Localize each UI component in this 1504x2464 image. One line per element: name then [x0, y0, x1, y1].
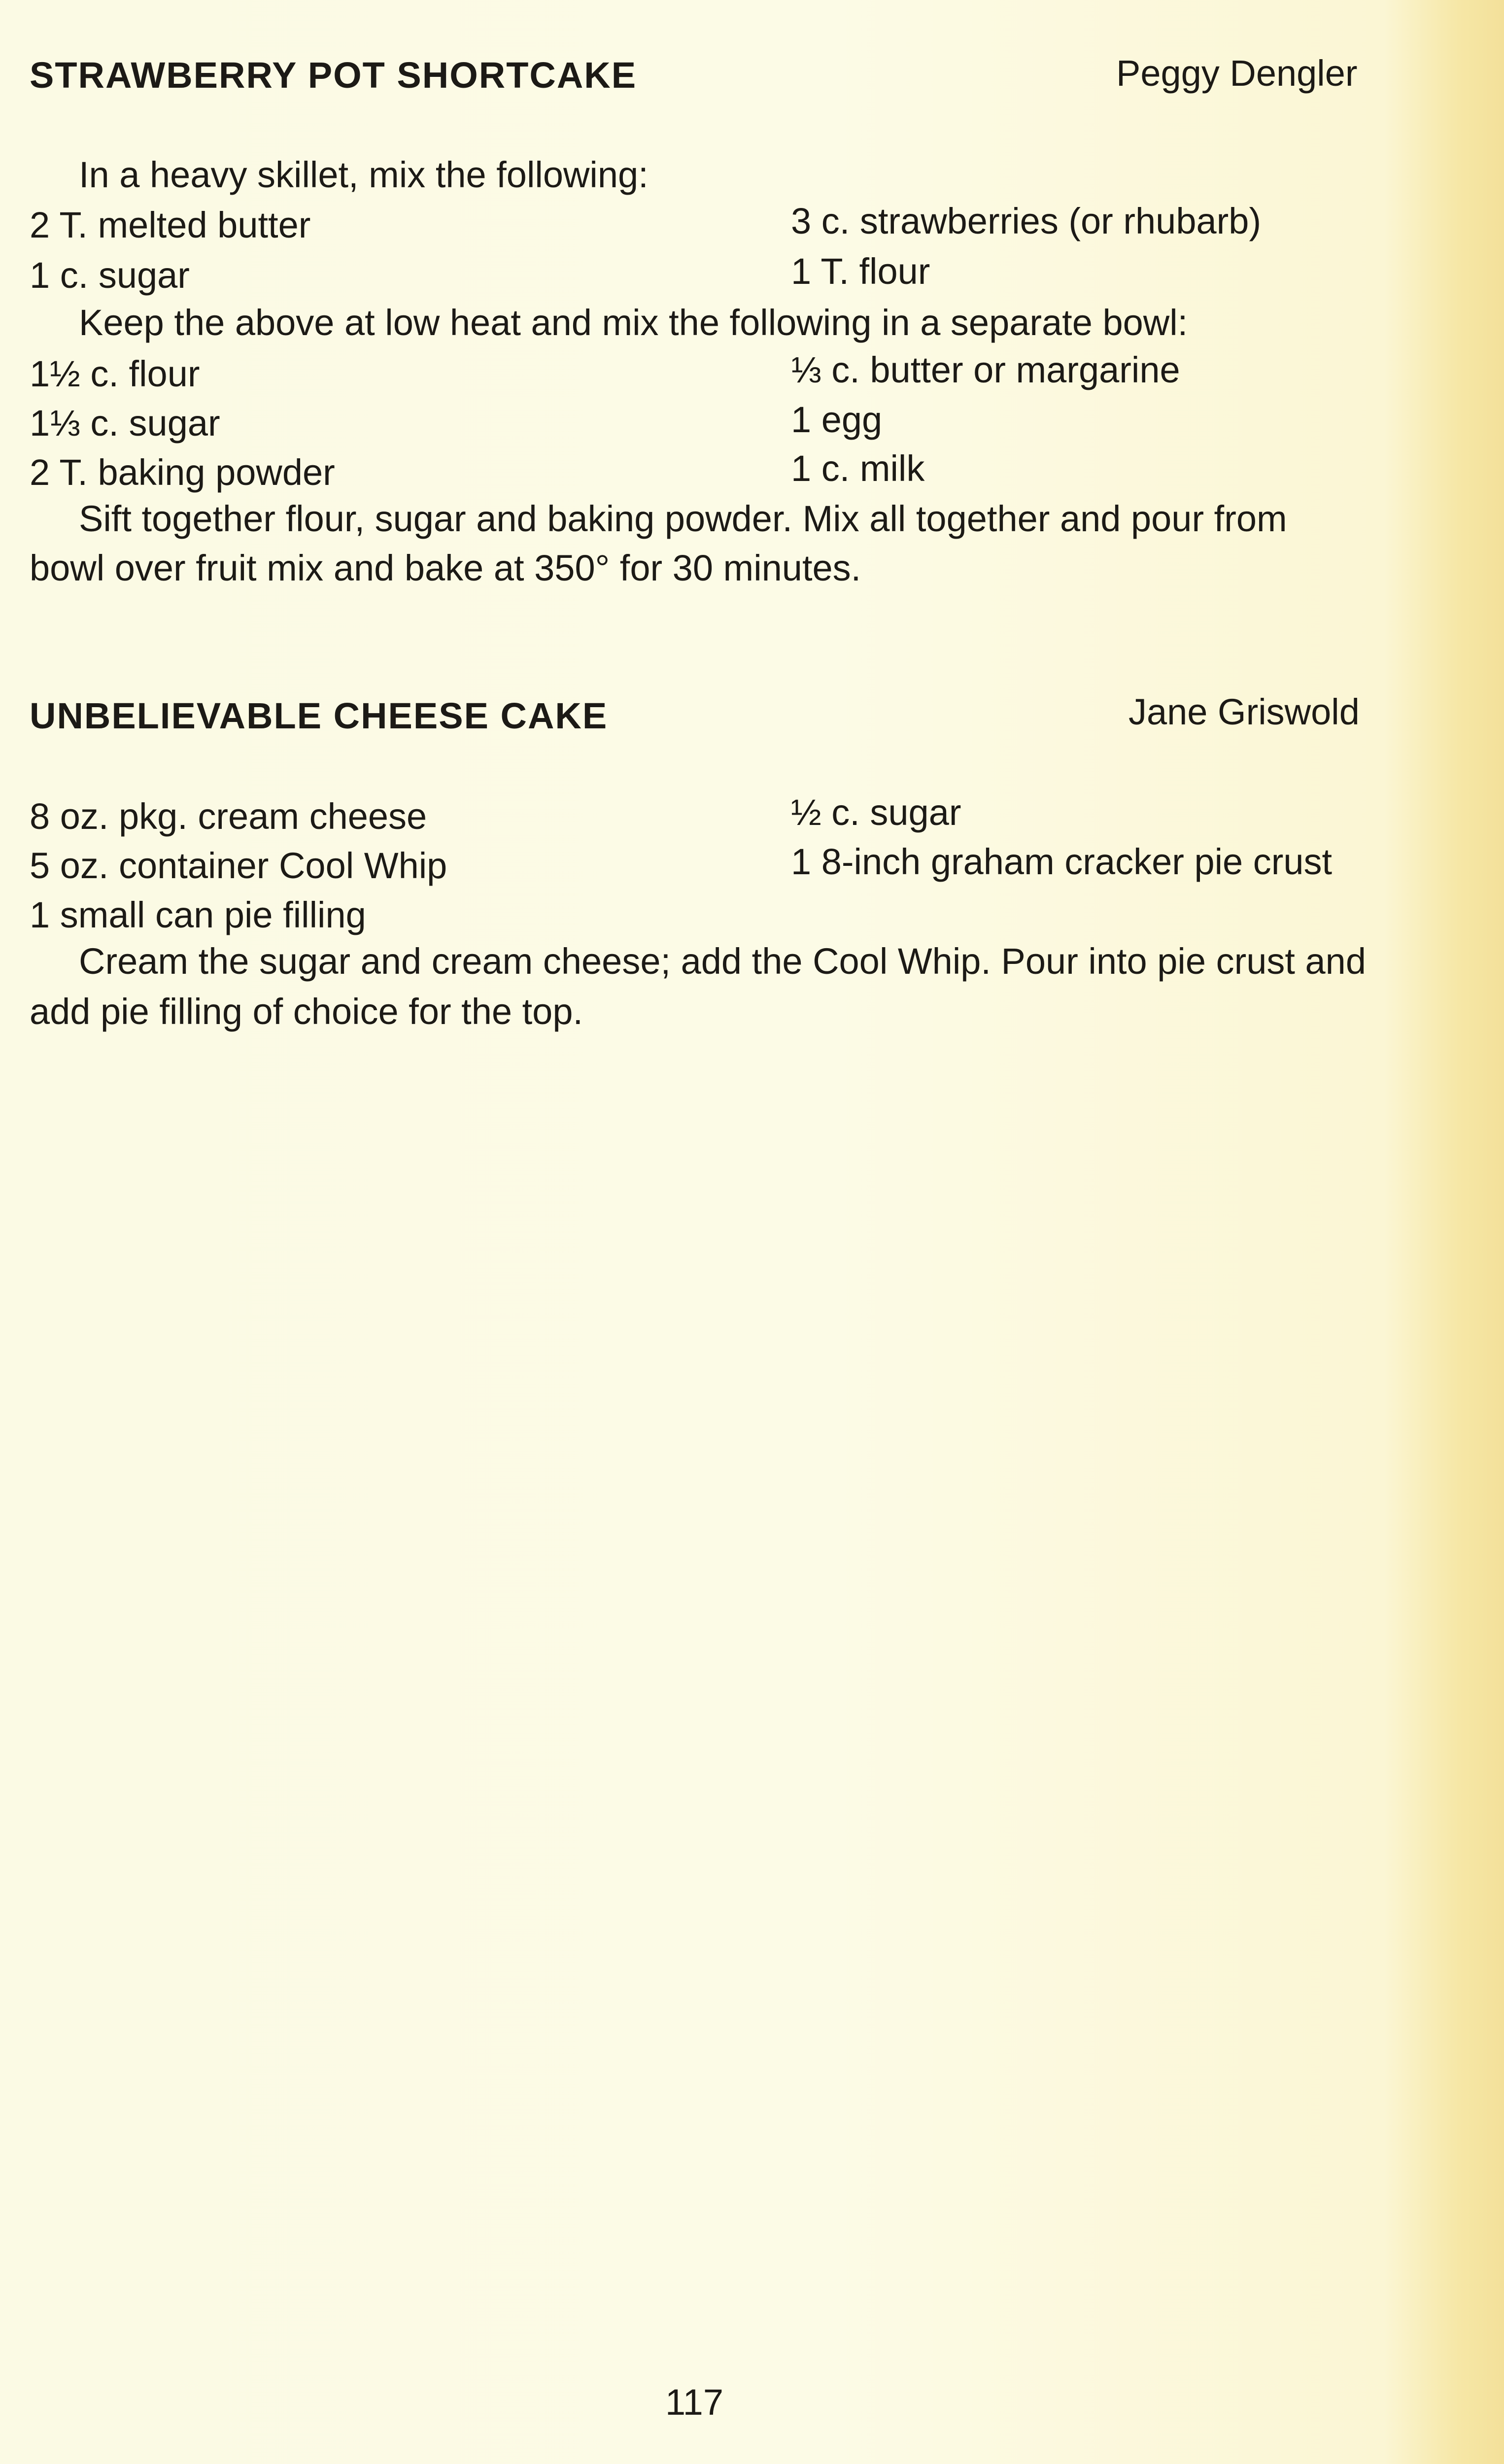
recipe-directions: add pie filling of choice for the top.	[30, 991, 583, 1032]
ingredient-right: 1 8-inch graham cracker pie crust	[791, 841, 1333, 882]
ingredient-right: ½ c. sugar	[791, 792, 961, 833]
ingredient-left: 1½ c. flour	[30, 353, 200, 394]
ingredient-left: 2 T. baking powder	[30, 452, 335, 493]
recipe-title: STRAWBERRY POT SHORTCAKE	[30, 55, 637, 96]
recipe-instruction: Keep the above at low heat and mix the following in a separate bowl:	[79, 302, 1188, 343]
ingredient-left: 2 T. melted butter	[30, 205, 311, 245]
ingredient-left: 5 oz. container Cool Whip	[30, 845, 447, 886]
ingredient-left: 8 oz. pkg. cream cheese	[30, 796, 427, 837]
recipe-directions: Sift together flour, sugar and baking powder. Mix all together and pour from	[79, 498, 1287, 539]
recipe-author: Jane Griswold	[1128, 691, 1360, 732]
ingredient-right: 1 egg	[791, 399, 883, 440]
ingredient-right: ⅓ c. butter or margarine	[791, 349, 1180, 390]
ingredient-right: 1 c. milk	[791, 448, 925, 489]
ingredient-left: 1 small can pie filling	[30, 894, 366, 935]
recipe-directions: Cream the sugar and cream cheese; add the Cool Whip. Pour into pie crust and	[79, 941, 1366, 982]
page-number: 117	[665, 2382, 723, 2423]
recipe-intro: In a heavy skillet, mix the following:	[79, 154, 649, 195]
recipe-author: Peggy Dengler	[1116, 53, 1358, 94]
recipe-directions: bowl over fruit mix and bake at 350° for 30 minutes.	[30, 548, 861, 588]
ingredient-left: 1 c. sugar	[30, 255, 190, 296]
ingredient-right: 1 T. flour	[791, 251, 930, 292]
ingredient-left: 1⅓ c. sugar	[30, 403, 220, 444]
ingredient-right: 3 c. strawberries (or rhubarb)	[791, 201, 1262, 241]
recipe-title: UNBELIEVABLE CHEESE CAKE	[30, 695, 608, 736]
